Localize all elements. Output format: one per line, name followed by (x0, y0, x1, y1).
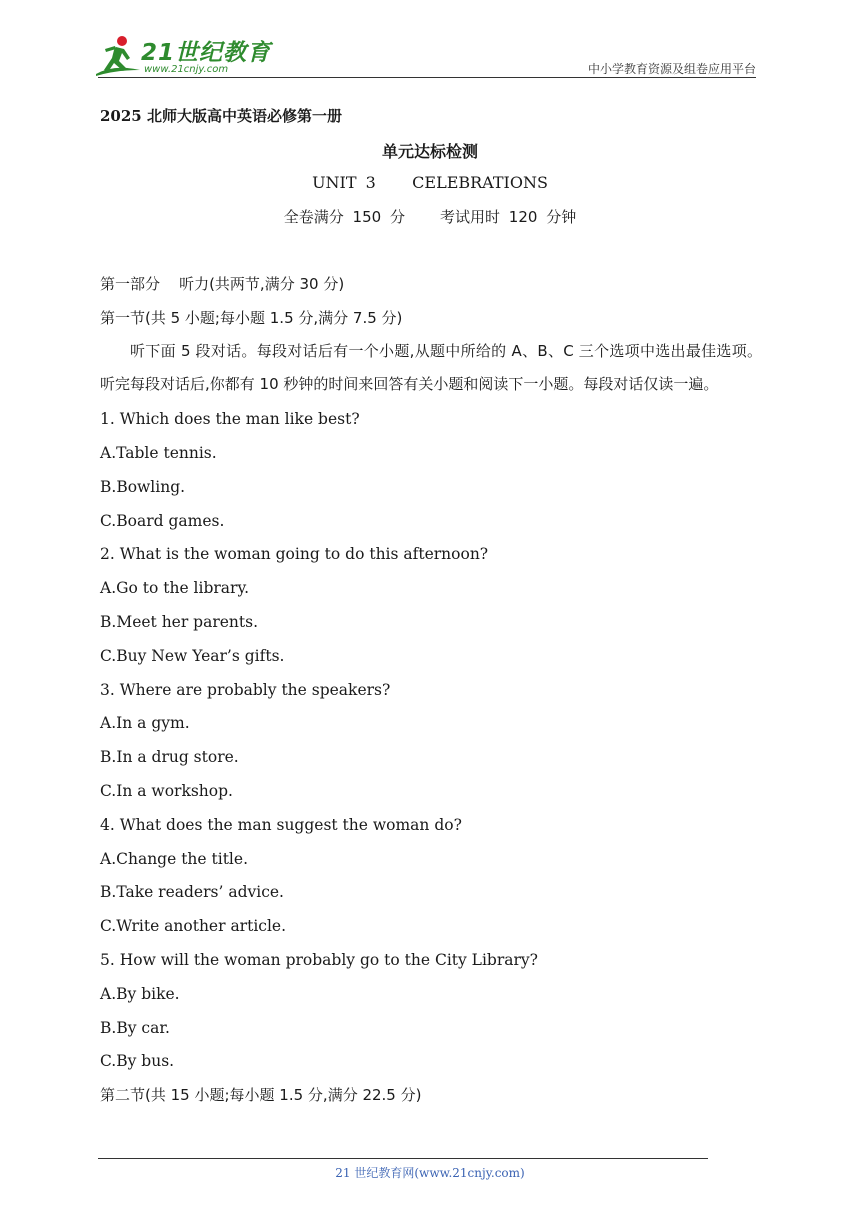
question-3 (100, 679, 762, 802)
logo-url: www.21cnjy.com (144, 64, 229, 75)
option-c: C.Board games. (100, 511, 225, 530)
option-c: C.Write another article. (100, 917, 287, 936)
site-logo (94, 34, 272, 80)
header-divider (98, 77, 756, 78)
option-c: C.Buy New Year’s gifts. (100, 646, 285, 665)
option-a: A.By bike. (100, 984, 180, 1003)
question-5 (100, 949, 762, 1072)
question-4 (100, 814, 762, 937)
question-text: 3. Where are probably the speakers? (100, 680, 391, 699)
option-c: C.In a workshop. (100, 781, 233, 800)
option-b: B.Meet her parents. (100, 612, 259, 631)
page-title: 单元达标检测 (381, 142, 478, 161)
runner-logo-icon (94, 34, 142, 78)
question-text: 4. What does the man suggest the woman do? (100, 815, 462, 834)
question-text: 5. How will the woman probably go to the City Library? (100, 950, 538, 969)
option-c: C.By bus. (100, 1052, 175, 1071)
footer-link[interactable]: 21 世纪教育网(www.21cnjy.com) (335, 1166, 525, 1180)
question-1 (100, 408, 762, 531)
page-header (0, 0, 860, 90)
question-2 (100, 543, 762, 666)
option-b: B.Bowling. (100, 477, 186, 496)
exam-content (100, 273, 762, 1118)
section-heading-2: 第二节(共 15 小题;每小题 1.5 分,满分 22.5 分) (100, 1086, 422, 1105)
part-heading: 第一部分 听力(共两节,满分 30 分) (100, 275, 345, 293)
instructions: 听下面 5 段对话。每段对话后有一个小题,从题中所给的 A、B、C 三个选项中选出最佳选项。听完每段对话后,你都有 10 秒钟的时间来回答有关小题和阅读下一小题。每段对话仅读一遍。 (100, 341, 762, 394)
unit-title: UNIT 3 CELEBRATIONS (312, 173, 548, 192)
option-b: B.In a drug store. (100, 748, 239, 767)
option-a: A.In a gym. (100, 714, 190, 733)
logo-text: 21世纪教育 (141, 40, 272, 66)
question-text: 1. Which does the man like best? (100, 410, 360, 429)
option-a: A.Table tennis. (100, 443, 217, 462)
textbook-series: 2025 北师大版高中英语必修第一册 (100, 107, 342, 125)
question-text: 2. What is the woman going to do this afternoon? (100, 545, 489, 564)
footer-divider (98, 1158, 708, 1159)
option-b: B.Take readers’ advice. (100, 883, 284, 902)
exam-meta: 全卷满分 150 分 考试用时 120 分钟 (283, 208, 577, 226)
option-b: B.By car. (100, 1018, 170, 1037)
platform-name: 中小学教育资源及组卷应用平台 (587, 62, 756, 76)
option-a: A.Go to the library. (100, 579, 250, 598)
option-a: A.Change the title. (100, 849, 248, 868)
section-heading: 第一节(共 5 小题;每小题 1.5 分,满分 7.5 分) (100, 308, 403, 327)
